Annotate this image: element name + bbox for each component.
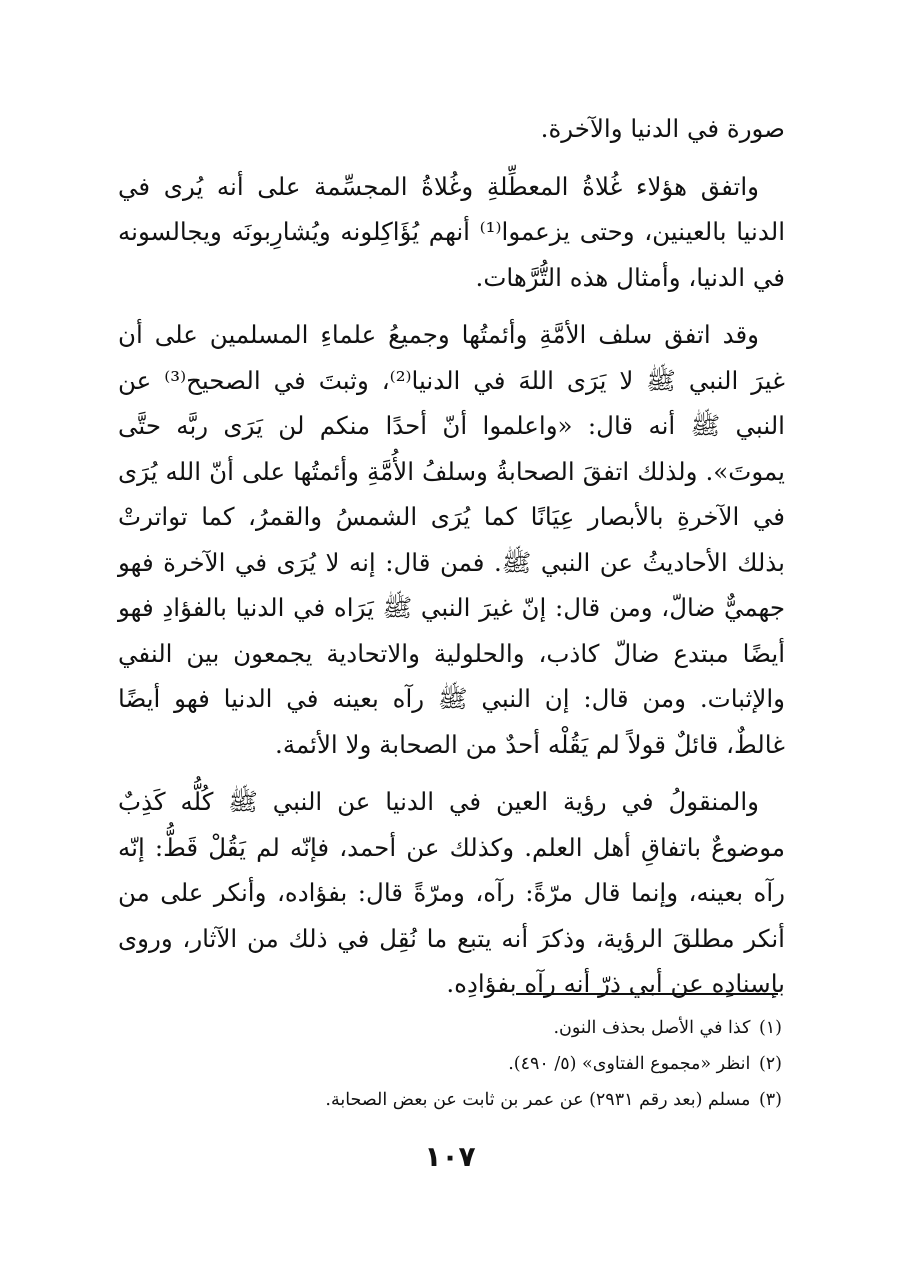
footnote-divider xyxy=(516,993,778,995)
footnote-text: كذا في الأصل بحذف النون. xyxy=(553,1018,751,1038)
page-number: ١٠٧ xyxy=(424,1140,476,1173)
footnotes xyxy=(150,1010,782,1118)
paragraph: وقد اتفق سلف الأمَّةِ وأئمتُها وجميعُ علماءِ المسلمين على أن غيرَ النبي ﷺ لا يَرَى اللهَ في الدنيا⁽²⁾، وثبتَ في الصحيح⁽³⁾ عن النبي ﷺ أنه قال: «واعلموا أنّ أحدًا منكم لن يَرَى ربَّه حتَّى يموتَ». ولذلك اتفقَ الصحابةُ وسلفُ الأُمَّةِ وأئمتُها على أنّ الله يُرَى في الآخرةِ بالأبصار عِيَانًا كما يُرَى الشمسُ والقمرُ، كما تواترتْ بذلك الأحاديثُ عن النبي ﷺ. فمن قال: إنه لا يُرَى في الآخرة فهو جهميٌّ ضالّ، ومن قال: إنّ غيرَ النبي ﷺ يَرَاه في الدنيا بالفؤادِ فهو أيضًا مبتدع ضالّ كاذب، والحلولية والاتحادية يجمعون بين النفي والإثبات. ومن قال: إن النبي ﷺ رآه بعينه في الدنيا فهو أيضًا غالطٌ، قائلٌ قولاً لم يَقُلْه أحدٌ من الصحابة ولا الأئمة. xyxy=(118,320,785,759)
footnote xyxy=(150,1010,782,1046)
paragraph: والمنقولُ في رؤية العين في الدنيا عن النبي ﷺ كُلُّه كَذِبٌ موضوعٌ باتفاقِ أهل العلم. وكذلك عن أحمد، فإنّه لم يَقُلْ قَطُّ: إنّه رآه بعينه، وإنما قال مرّةً: رآه، ومرّةً قال: بفؤاده، وأنكر على من أنكر مطلقَ الرؤية، وذكرَ أنه يتبع ما نُقِل في ذلك من الآثار، وروى بإسنادِه عن أبي ذرّ أنه رآه بفؤادِه. xyxy=(118,787,785,998)
footnote xyxy=(150,1046,782,1082)
footnote-number: (٣) xyxy=(758,1090,782,1110)
paragraph: صورة في الدنيا والآخرة. xyxy=(540,114,785,143)
footnote-number: (١) xyxy=(758,1018,782,1038)
footnote-text: مسلم (بعد رقم ٢٩٣١) عن عمر بن ثابت عن بعض الصحابة. xyxy=(325,1090,751,1110)
footnote xyxy=(150,1082,782,1118)
main-text xyxy=(118,106,785,1019)
footnote-number: (٢) xyxy=(758,1054,782,1074)
paragraph: واتفق هؤلاء غُلاةُ المعطِّلةِ وغُلاةُ المجسِّمة على أنه يُرى في الدنيا بالعينين، وحتى يزعموا⁽¹⁾ أنهم يُؤَاكِلونه ويُشارِبونَه ويجالسونه في الدنيا، وأمثال هذه التُّرَّهات. xyxy=(118,171,785,292)
footnote-text: انظر «مجموع الفتاوى» (٥/ ٤٩٠). xyxy=(508,1054,751,1074)
